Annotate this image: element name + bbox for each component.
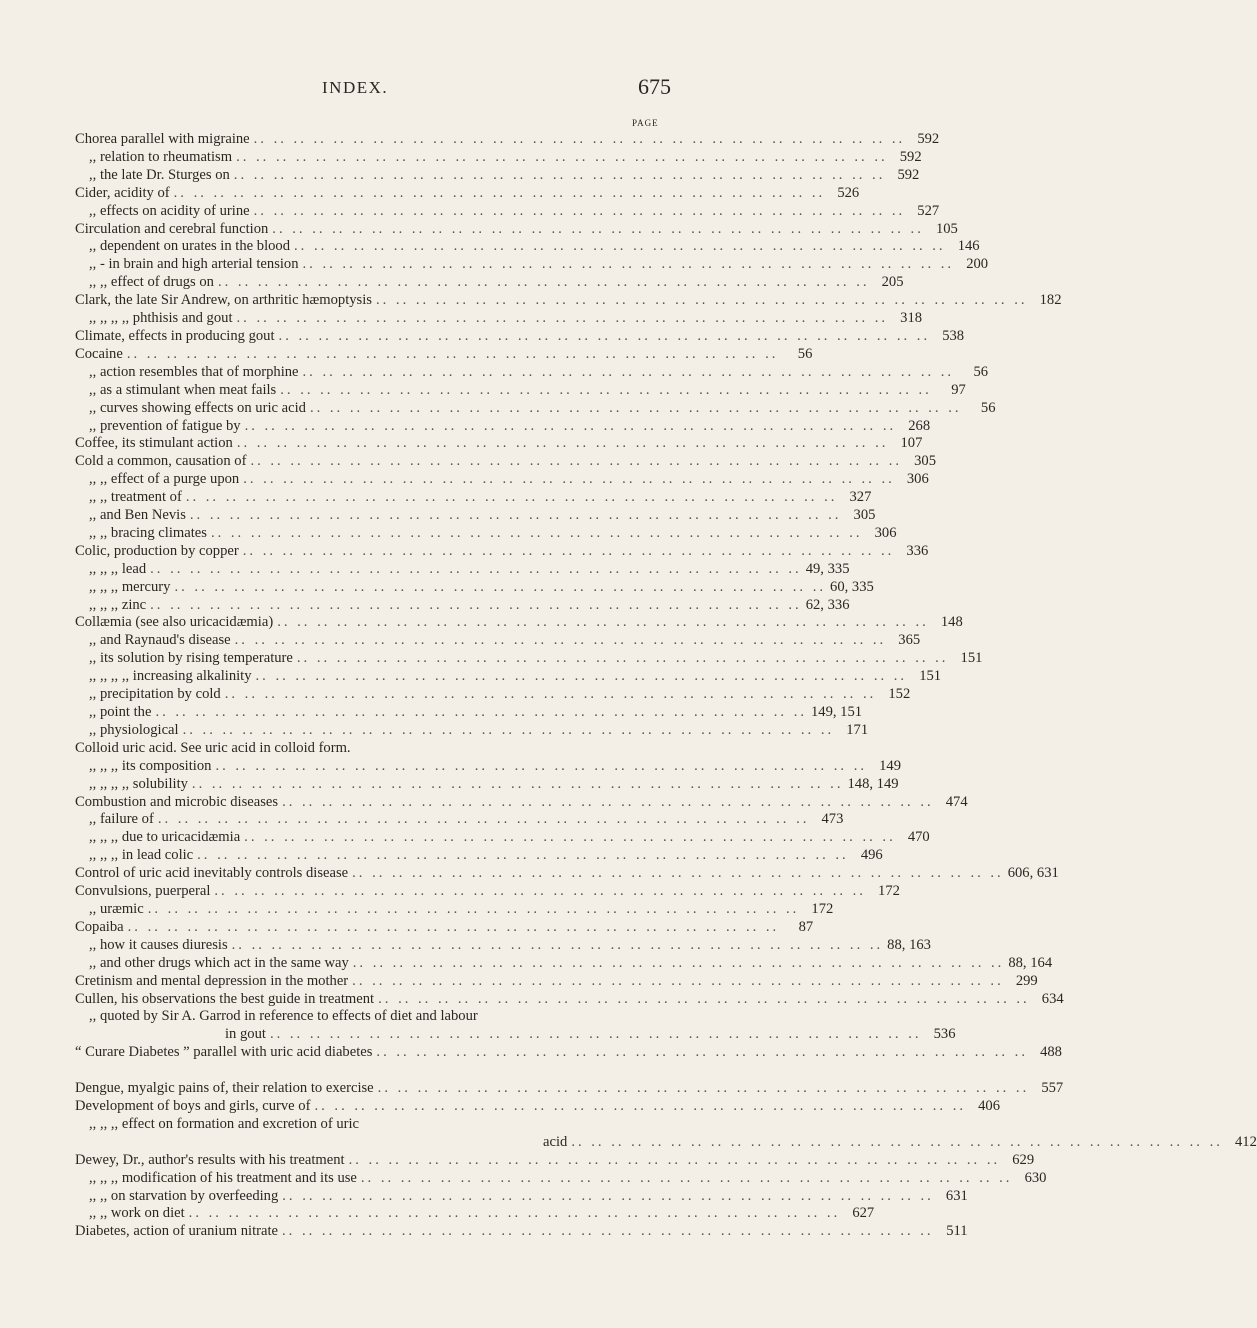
- entry-page: 511: [946, 1223, 968, 1240]
- entry-page: 268: [908, 417, 931, 434]
- entry-page: 305: [853, 507, 876, 524]
- index-entry: [75, 721, 869, 740]
- index-entry: [75, 990, 1064, 1009]
- entry-text: ,, action resembles that of morphine: [89, 363, 299, 380]
- entry-text: ,, ,, ,, lead: [89, 560, 147, 577]
- index-list: [75, 131, 1257, 1241]
- index-entry: [75, 310, 923, 328]
- index-entry: [75, 274, 904, 292]
- entry-page: 527: [917, 202, 940, 219]
- index-entry: [75, 399, 996, 418]
- index-entry: [75, 1026, 956, 1044]
- dot-leader: [266, 1026, 926, 1044]
- entry-text: Circulation and cerebral function: [75, 220, 269, 237]
- index-entry: [75, 148, 922, 167]
- dot-leader: [374, 1080, 1034, 1098]
- entry-text: ,, prevention of fatigue by: [89, 417, 241, 434]
- entry-text: “ Curare Diabetes ” parallel with uric acid diabetes: [75, 1044, 373, 1061]
- index-entry: [75, 686, 911, 704]
- entry-page: 62, 336: [805, 596, 850, 613]
- entry-page: 630: [1024, 1169, 1047, 1186]
- entry-page: 592: [897, 166, 920, 183]
- entry-page: 306: [874, 524, 897, 541]
- index-entry: [75, 775, 899, 794]
- entry-text: ,, curves showing effects on uric acid: [89, 399, 306, 416]
- index-entry: [75, 668, 942, 686]
- index-entry: [75, 614, 963, 632]
- dot-leader: [276, 382, 936, 400]
- dot-leader: [290, 238, 950, 256]
- index-entry: [75, 1116, 670, 1134]
- index-entry: [75, 829, 930, 847]
- dot-leader: [185, 1205, 845, 1223]
- dot-leader: [273, 614, 933, 632]
- dot-leader: [240, 829, 900, 847]
- index-entry: [75, 972, 1038, 991]
- entry-page: 474: [945, 793, 968, 810]
- entry-page: 631: [945, 1187, 968, 1204]
- index-entry: [75, 650, 983, 668]
- index-entry: [75, 847, 883, 865]
- entry-text: ,, ,, on starvation by overfeeding: [89, 1187, 279, 1204]
- index-entry: [75, 471, 929, 489]
- entry-page: 87: [798, 918, 814, 935]
- entry-page: 148: [940, 614, 963, 631]
- entry-page: 149, 151: [810, 704, 863, 720]
- dot-leader: [299, 364, 959, 382]
- index-entry: [75, 489, 872, 507]
- entry-text: Cider, acidity of: [75, 184, 170, 201]
- index-entry: [75, 704, 863, 722]
- dot-leader: [349, 955, 1009, 973]
- entry-text: Convulsions, puerperal: [75, 883, 211, 900]
- entry-text: ,, ,, ,, zinc: [89, 596, 147, 613]
- entry-page: 148, 149: [847, 775, 899, 792]
- index-entry: [75, 757, 901, 776]
- entry-text: ,, uræmic: [89, 900, 144, 917]
- entry-text: ,, dependent on urates in the blood: [89, 238, 291, 255]
- dot-leader: [239, 471, 899, 489]
- index-entry: [75, 417, 931, 436]
- dot-leader: [306, 400, 966, 418]
- index-entry: [75, 1169, 1047, 1188]
- index-entry: [75, 131, 940, 149]
- entry-page: 56: [973, 363, 989, 380]
- index-entry: [75, 632, 921, 650]
- entry-text: Dewey, Dr., author's results with his treatment: [75, 1151, 345, 1168]
- entry-text: ,, ,, work on diet: [89, 1205, 185, 1222]
- index-entry: [75, 1223, 968, 1241]
- entry-text: Clark, the late Sir Andrew, on arthritic hæmoptysis: [75, 292, 372, 309]
- dot-leader: [230, 167, 890, 185]
- entry-page: 336: [906, 542, 929, 559]
- dot-leader: [241, 418, 901, 436]
- entry-text: ,, how it causes diuresis: [89, 936, 228, 953]
- entry-page: 49, 335: [805, 560, 850, 577]
- entry-page: 327: [849, 489, 872, 506]
- entry-text: ,, ,, ,, due to uricacidæmia: [89, 829, 241, 846]
- index-entry: [75, 811, 844, 829]
- dot-leader: [233, 310, 893, 328]
- dot-leader: [188, 776, 848, 794]
- entry-text: ,, its solution by rising temperature: [89, 650, 293, 667]
- entry-page: 557: [1041, 1080, 1064, 1097]
- index-entry: [75, 1008, 670, 1026]
- entry-page: 592: [899, 148, 922, 165]
- dot-leader: [123, 346, 783, 364]
- dot-leader: [372, 292, 1032, 310]
- page-column-label: PAGE: [632, 118, 659, 128]
- entry-page: 526: [837, 184, 860, 201]
- entry-page: 305: [914, 453, 936, 470]
- dot-leader: [221, 686, 881, 704]
- index-entry: [75, 435, 923, 453]
- entry-page: 60, 335: [830, 578, 874, 595]
- entry-page: 606, 631: [1007, 865, 1059, 882]
- entry-text: ,, and Raynaud's disease: [89, 632, 231, 649]
- entry-text: Chorea parallel with migraine: [75, 131, 250, 147]
- entry-text: Development of boys and girls, curve of: [75, 1098, 311, 1115]
- dot-leader: [310, 1098, 970, 1116]
- entry-page: 88, 163: [887, 936, 931, 953]
- entry-page: 151: [919, 668, 942, 685]
- index-entry: [75, 1080, 1064, 1098]
- entry-page: 488: [1040, 1044, 1062, 1061]
- dot-leader: [170, 579, 830, 597]
- entry-page: 629: [1012, 1151, 1035, 1168]
- index-entry: [75, 238, 980, 256]
- entry-text: ,, relation to rheumatism: [89, 148, 233, 165]
- entry-text: ,, ,, treatment of: [89, 489, 182, 506]
- entry-page: 105: [935, 220, 958, 237]
- dot-leader: [348, 973, 1008, 991]
- index-entry: [75, 740, 670, 758]
- entry-text: ,, quoted by Sir A. Garrod in reference to effects of diet and labour: [89, 1008, 478, 1025]
- entry-text: Colic, production by copper: [75, 542, 239, 559]
- entry-text: ,, and Ben Nevis: [89, 507, 186, 524]
- dot-leader: [182, 489, 842, 507]
- entry-page: 592: [917, 131, 940, 147]
- dot-leader: [374, 991, 1034, 1009]
- dot-leader: [124, 919, 784, 937]
- dot-leader: [186, 507, 846, 525]
- entry-page: 306: [906, 471, 929, 488]
- dot-leader: [278, 1223, 938, 1241]
- index-entry: [75, 865, 1059, 883]
- dot-leader: [211, 758, 871, 776]
- entry-text: ,, ,, effect of a purge upon: [89, 471, 240, 488]
- entry-text: Collæmia (see also uricacidæmia): [75, 614, 274, 631]
- entry-page: 412: [1234, 1133, 1257, 1150]
- dot-leader: [231, 632, 891, 650]
- index-entry: [75, 900, 834, 919]
- dot-leader: [278, 1188, 938, 1206]
- dot-leader: [210, 883, 870, 901]
- dot-leader: [299, 256, 959, 274]
- entry-text: Control of uric acid inevitably controls disease: [75, 865, 349, 882]
- index-entry: [75, 327, 965, 346]
- entry-page: 318: [900, 310, 923, 327]
- entry-page: 56: [797, 345, 813, 362]
- dot-leader: [250, 131, 910, 149]
- entry-text: ,, as a stimulant when meat fails: [89, 381, 277, 398]
- entry-text: Colloid uric acid. See uric acid in colloid form.: [75, 739, 351, 756]
- index-entry: [75, 202, 940, 221]
- dot-leader: [268, 221, 928, 239]
- entry-text: Copaiba: [75, 918, 124, 935]
- entry-page: 152: [888, 686, 911, 703]
- entry-text: ,, ,, ,, ,, phthisis and gout: [89, 310, 233, 327]
- entry-page: 365: [898, 632, 921, 649]
- entry-text: ,, ,, ,, in lead colic: [89, 847, 194, 864]
- entry-text: ,, precipitation by cold: [89, 686, 221, 703]
- entry-text: ,, effects on acidity of urine: [89, 202, 250, 219]
- dot-leader: [278, 794, 938, 812]
- entry-page: 205: [881, 274, 904, 291]
- entry-text: ,, - in brain and high arterial tension: [89, 256, 299, 273]
- entry-text: Climate, effects in producing gout: [75, 327, 275, 344]
- index-entry: [75, 184, 860, 203]
- entry-text: ,, point the: [89, 704, 152, 720]
- dot-leader: [214, 274, 874, 292]
- entry-text: Cretinism and mental depression in the mother: [75, 972, 349, 989]
- entry-page: 149: [879, 757, 901, 774]
- index-entry: [75, 1187, 968, 1206]
- entry-page: 299: [1015, 972, 1038, 989]
- entry-text: ,, ,, ,, ,, solubility: [89, 775, 188, 792]
- entry-page: 151: [960, 650, 983, 667]
- dot-leader: [246, 453, 906, 471]
- entry-page: 538: [942, 327, 965, 344]
- dot-leader: [275, 328, 935, 346]
- entry-page: 536: [933, 1026, 956, 1043]
- entry-text: ,, ,, ,, its composition: [89, 757, 212, 774]
- entry-text: Cocaine: [75, 345, 123, 362]
- dot-leader: [144, 901, 804, 919]
- entry-page: 634: [1041, 990, 1064, 1007]
- entry-text: ,, physiological: [89, 721, 179, 738]
- index-entry: [75, 1151, 1035, 1170]
- dot-leader: [345, 1152, 1005, 1170]
- entry-text: ,, failure of: [89, 811, 154, 828]
- entry-text: ,, ,, ,, modification of his treatment and its use: [89, 1169, 357, 1186]
- entry-text: ,, ,, ,, ,, increasing alkalinity: [89, 668, 252, 685]
- index-entry: [75, 166, 920, 185]
- entry-text: Cullen, his observations the best guide in treatment: [75, 990, 375, 1007]
- entry-text: acid: [543, 1133, 568, 1150]
- entry-page: 172: [878, 883, 900, 900]
- entry-page: 107: [900, 435, 923, 452]
- index-entry: [75, 560, 850, 579]
- running-head-title: INDEX.: [322, 78, 389, 97]
- index-entry: [75, 292, 1062, 310]
- dot-leader: [232, 149, 892, 167]
- entry-page: 172: [811, 900, 834, 917]
- dot-leader: [179, 722, 839, 740]
- dot-leader: [233, 435, 893, 453]
- index-entry: [75, 1044, 1062, 1062]
- dot-leader: [348, 865, 1008, 883]
- dot-leader: [567, 1134, 1227, 1152]
- dot-leader: [146, 597, 806, 615]
- dot-leader: [357, 1170, 1017, 1188]
- entry-page: 56: [980, 399, 996, 416]
- entry-text: ,, ,, ,, mercury: [89, 578, 171, 595]
- index-entry: [75, 345, 813, 364]
- entry-text: ,, the late Dr. Sturges on: [89, 166, 230, 183]
- dot-leader: [293, 650, 953, 668]
- entry-text: ,, and other drugs which act in the same way: [89, 954, 349, 971]
- dot-leader: [250, 203, 910, 221]
- entry-page: 182: [1039, 292, 1062, 309]
- entry-text: Cold a common, causation of: [75, 453, 247, 470]
- entry-text: Combustion and microbic diseases: [75, 793, 279, 810]
- entry-text: in gout: [225, 1026, 266, 1043]
- dot-leader: [228, 937, 888, 955]
- dot-leader: [146, 561, 806, 579]
- index-entry: [75, 883, 900, 901]
- index-entry: [75, 1205, 875, 1223]
- index-entry: [75, 381, 966, 400]
- index-entry: [75, 363, 989, 382]
- dot-leader: [239, 543, 899, 561]
- dot-leader: [154, 811, 814, 829]
- page-number: 675: [638, 74, 671, 99]
- index-entry: [75, 220, 958, 239]
- entry-page: 470: [907, 829, 930, 846]
- index-entry: [75, 453, 936, 471]
- entry-page: 496: [860, 847, 883, 864]
- entry-page: 473: [821, 811, 844, 828]
- entry-text: ,, ,, effect of drugs on: [89, 274, 214, 291]
- index-entry: [75, 256, 989, 274]
- index-entry: [75, 507, 876, 525]
- entry-text: Diabetes, action of uranium nitrate: [75, 1223, 279, 1240]
- entry-page: 406: [978, 1098, 1001, 1115]
- index-entry: [75, 596, 850, 615]
- dot-leader: [207, 525, 867, 543]
- entry-text: ,, ,, bracing climates: [89, 524, 207, 541]
- index-entry: [75, 1133, 1257, 1152]
- entry-page: 88, 164: [1008, 954, 1053, 971]
- dot-leader: [193, 847, 853, 865]
- entry-page: 146: [957, 238, 980, 255]
- index-entry: [75, 524, 897, 543]
- index-entry: [75, 793, 968, 812]
- entry-page: 171: [846, 721, 869, 738]
- index-entry: [75, 936, 931, 955]
- index-entry: [75, 542, 929, 561]
- index-entry: [75, 918, 814, 937]
- entry-text: Coffee, its stimulant action: [75, 435, 233, 452]
- entry-page: 97: [951, 381, 966, 398]
- index-entry: [75, 578, 874, 597]
- dot-leader: [151, 704, 811, 722]
- index-entry: [75, 1098, 1001, 1116]
- entry-text: Dengue, myalgic pains of, their relation to exercise: [75, 1080, 374, 1097]
- entry-text: ,, ,, ,, effect on formation and excretion of uric: [89, 1115, 360, 1132]
- dot-leader: [170, 185, 830, 203]
- index-entry: [75, 954, 1053, 973]
- section-gap: [75, 1062, 670, 1080]
- entry-page: 200: [966, 256, 989, 273]
- dot-leader: [252, 668, 912, 686]
- entry-page: 627: [852, 1205, 875, 1222]
- dot-leader: [372, 1044, 1032, 1062]
